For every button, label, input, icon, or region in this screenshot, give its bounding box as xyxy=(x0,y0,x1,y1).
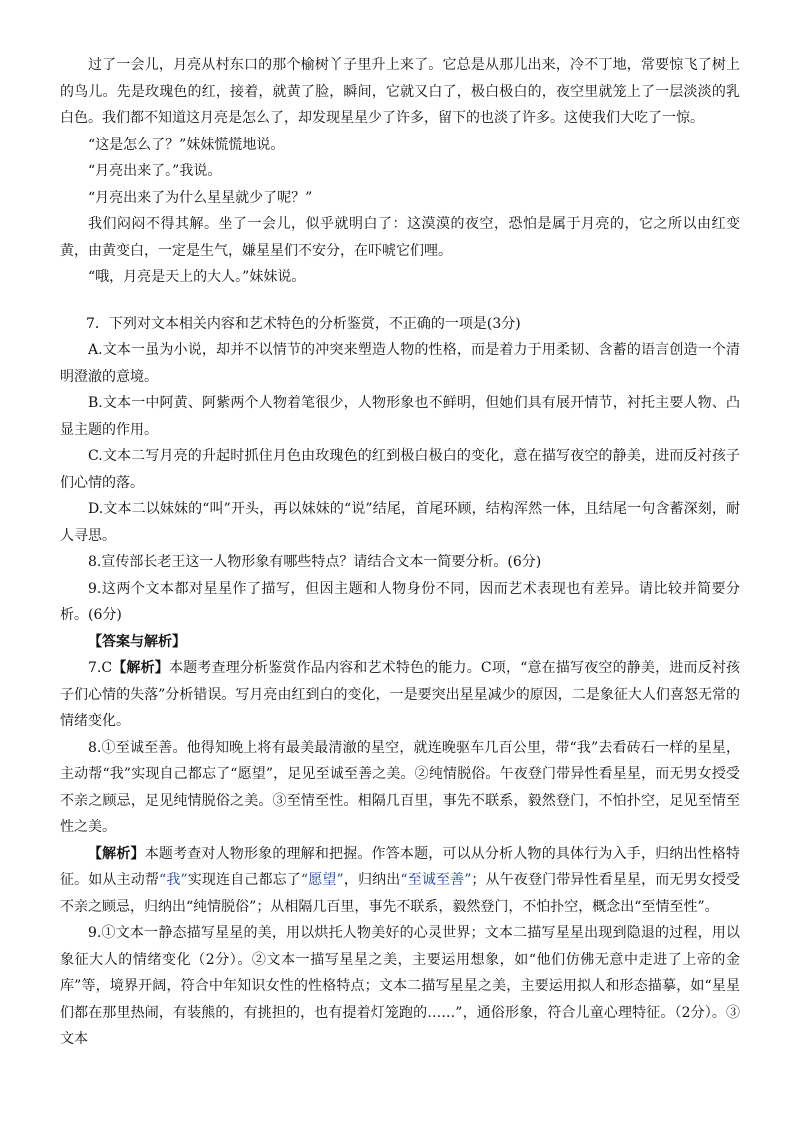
answer-7-text: 本题考查理分析鉴赏作品内容和艺术特色的能力。C项，“意在描写夜空的静美，进而反衬孩子们心情的失落”分析错误。写月亮由红到白的变化，一是要突出星星减少的原因，二是象征大人们喜怒无常的情绪变化。 xyxy=(60,660,741,729)
answer-7-number: 7.C xyxy=(88,660,113,676)
question-9: 9.这两个文本都对星星作了描写，但因主题和人物身份不同，因而艺术表现也有差异。请比较并简要分析。(6分) xyxy=(60,580,740,623)
dialogue-line-2: “月亮出来了。”我说。 xyxy=(88,163,222,179)
analysis-text: 实现连自己都忘了 xyxy=(187,872,301,888)
answer-8-analysis xyxy=(60,841,740,921)
dialogue-line-3: “月亮出来了为什么星星就少了呢？” xyxy=(88,189,313,206)
story-paragraph-2: 我们闷闷不得其解。坐了一会儿，似乎就明白了：这漠漠的夜空，恐怕是属于月亮的，它之所以由红变黄，由黄变白，一定是生气，嫌星星们不安分，在吓唬它们哩。 xyxy=(60,216,740,259)
question-7: 7．下列对文本相关内容和艺术特色的分析鉴赏，不正确的一项是(3分) xyxy=(86,315,521,332)
story-paragraph-1: 过了一会儿，月亮从村东口的那个榆树丫子里升上来了。它总是从那儿出来，冷不丁地，常要惊飞了树上的鸟儿。先是玫瑰色的红，接着，就黄了脸，瞬间，它就又白了，极白极白的，夜空里就笼上了一层淡淡的乳白色。我们都不知道这月亮是怎么了，却发现星星少了许多，留下的也淡了许多。这使我们大吃了一惊。 xyxy=(60,57,740,126)
answer-9: 9.①文本一静态描写星星的美，用以烘托人物美好的心灵世界；文本二描写星星出现到隐退的过程，用以象征大人的情绪变化（2分）。②文本一描写星星之美，主要运用想象，如“他们仿佛无意中走进了上帝的金库”等，境界开阔，符合中年知识女性的性格特点；文本二描写星星之美，主要运用拟人和形态描摹，如“星星们都在那里热闹，有装熊的，有挑担的，也有提着灯笼跑的……”，通俗形象，符合儿童心理特征。（2分）。③文本 xyxy=(60,925,740,1047)
analysis-text: ；从午夜登门带异性看星星，而无男女授受不亲之顾忌，归纳出“纯情脱俗”；从相隔几百里，事先不联系，毅然登门，不怕扑空，概念出“至情至性”。 xyxy=(60,872,740,915)
option-a: A.文本一虽为小说，却并不以情节的冲突来塑造人物的性格，而是着力于用柔韧、含蓄的语言创造一个清明澄澈的意境。 xyxy=(60,342,740,385)
answer-8-analysis-tag: 【解析】 xyxy=(88,845,145,862)
answer-7-analysis-tag: 【解析】 xyxy=(112,660,169,676)
option-d: D.文本二以妹妹的“叫”开头，再以妹妹的“说”结尾，首尾环顾，结构浑然一体，且结尾一句含蓄深刻，耐人寻思。 xyxy=(60,501,740,544)
option-b: B.文本一中阿黄、阿紫两个人物着笔很少，人物形象也不鲜明，但她们具有展开情节，衬托主要人物、凸显主题的作用。 xyxy=(60,395,740,438)
analysis-text: ，归纳出 xyxy=(343,872,401,888)
option-c: C.文本二写月亮的升起时抓住月色由玫瑰色的红到极白极白的变化，意在描写夜空的静美，进而反衬孩子们心情的落。 xyxy=(60,448,740,491)
highlight-zhicheng: “至诚至善” xyxy=(400,872,472,888)
highlight-yuanwang: “愿望” xyxy=(300,872,344,888)
section-gap xyxy=(60,291,740,311)
answer-section-header: 【答案与解析】 xyxy=(88,633,186,650)
dialogue-line-1: “这是怎么了？”妹妹慌慌地说。 xyxy=(88,136,285,153)
answer-8: 8.①至诚至善。他得知晚上将有最美最清澈的星空，就连晚驱车几百公里，带“我”去看砖石一样的星星，主动帮“我”实现自己都忘了“愿望”，足见至诚至善之美。②纯情脱俗。午夜登门带异性看星星，而无男女授受不亲之顾忌，足见纯情脱俗之美。③至情至性。相隔几百里，事先不联系，毅然登门，不怕扑空，足见至情至性之美。 xyxy=(60,739,740,835)
answer-7 xyxy=(60,655,740,735)
document-page xyxy=(60,52,740,1053)
question-8: 8.宣传部长老王这一人物形象有哪些特点？请结合文本一简要分析。(6分) xyxy=(88,554,542,570)
analysis-text: 本题考查对人物形象的理解和把握。作答本题，可以从分析人物的具体行为入手，归纳出性格特征。如从主动帮 xyxy=(60,845,741,888)
dialogue-line-4: “哦，月亮是天上的大人。”妹妹说。 xyxy=(88,269,306,285)
highlight-wo: “我” xyxy=(159,872,188,888)
